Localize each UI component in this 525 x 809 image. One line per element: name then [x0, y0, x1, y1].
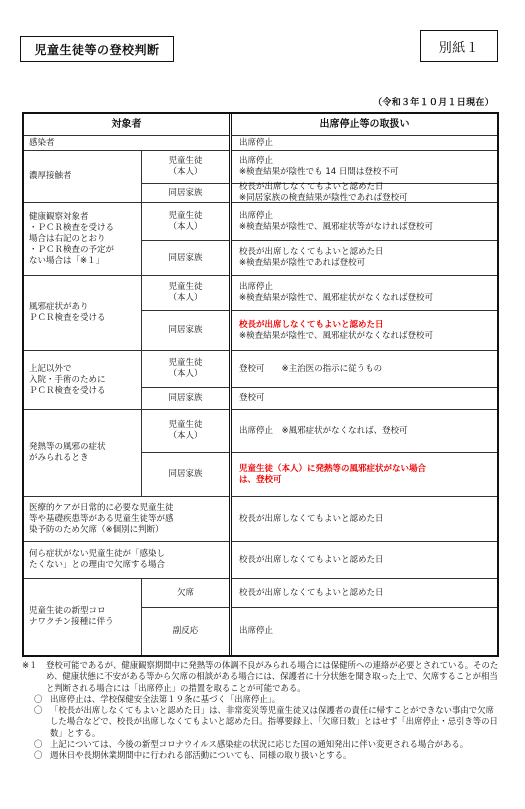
- header-handling: 出席停止等の取扱い: [319, 119, 410, 130]
- target-category-line: 感染者: [29, 137, 55, 148]
- note-mark: 〇: [34, 705, 43, 716]
- handling-line: 出席停止: [239, 210, 274, 221]
- handling-line: ※検査結果が陰性であれば登校可: [239, 258, 366, 268]
- handling-cell: [232, 183, 497, 202]
- handling-line: 出席停止: [239, 137, 274, 148]
- handling-cell: [232, 310, 497, 350]
- target-category: [24, 578, 141, 655]
- target-category: [24, 202, 141, 275]
- target-subgroup-line: 児童生徒: [168, 156, 203, 166]
- handling-line: 出席停止: [239, 626, 274, 636]
- handling-cell: [232, 387, 497, 409]
- target-category-line: がみられるとき: [29, 453, 89, 463]
- target-subgroup-line: 同居家族: [168, 187, 203, 198]
- target-category-line: 発熱等の風邪の症状: [29, 442, 106, 452]
- note-mark: 〇: [34, 750, 43, 761]
- handling-line: 登校可: [239, 393, 265, 403]
- target-subgroup: [141, 387, 229, 409]
- handling-line: ※検査結果が陰性で、風邪症状がなくなれば登校可: [239, 330, 433, 341]
- handling-cell: [232, 240, 497, 275]
- target-category-line: 入院・手術のために: [29, 374, 106, 385]
- handling-line: 校長が出席しなくてもよいと認めた日: [239, 513, 384, 524]
- target-subgroup: [141, 202, 229, 240]
- handling-line: 校長が出席しなくてもよいと認めた日: [239, 587, 384, 598]
- target-category-line: ナワクチン接種に伴う: [29, 617, 114, 627]
- note-text: 「校長が出席しなくてもよいと認めた日」は、非常変災等児童生徒又は保護者の責任に帰すことができない事由で欠席した場合などで、校長が出席しなくてもよいと認めた日。指導要録上、「欠席日数」とはせず「出席停止・忌引き等の日数」とする。: [50, 705, 498, 738]
- target-category-line: 染予防のため欠席（※個別に判断）: [29, 524, 164, 535]
- handling-cell: [232, 607, 497, 655]
- target-category-line: ない場合は「※１」: [29, 255, 105, 266]
- target-subgroup-line: （本人）: [168, 369, 203, 379]
- note-item: [34, 750, 499, 761]
- handling-highlight: は、登校可: [239, 474, 282, 485]
- target-category: [24, 409, 141, 496]
- target-category-line: 等や基礎疾患等がある児童生徒等が感: [29, 513, 174, 524]
- target-subgroup-line: 同居家族: [168, 252, 203, 263]
- target-subgroup-line: （本人）: [168, 431, 203, 441]
- note-item: [34, 694, 499, 705]
- note-mark: 〇: [34, 739, 43, 750]
- handling-line: 校長が出席しなくてもよいと認めた日: [239, 247, 384, 257]
- note-item: [34, 705, 499, 739]
- note-text: 出席停止は、学校保健安全法第１９条に基づく「出席停止」。: [50, 693, 281, 704]
- target-subgroup: [141, 240, 229, 275]
- handling-cell: [232, 150, 497, 183]
- handling-line: 出席停止: [239, 156, 274, 166]
- target-category-line: たくない」との理由で欠席する場合: [29, 560, 166, 570]
- handling-line: ※同居家族の検査結果が陰性であれば登校可: [239, 193, 408, 203]
- target-subgroup-line: 児童生徒: [168, 420, 203, 430]
- target-subgroup-line: 同居家族: [168, 469, 203, 479]
- handling-cell: [232, 135, 497, 150]
- handling-cell: [232, 409, 497, 452]
- target-category: [24, 135, 229, 150]
- handling-line: 出席停止: [239, 282, 274, 292]
- handling-line: 校長が出席しなくてもよいと認めた日: [239, 554, 384, 565]
- note-text: 上記については、今後の新型コロナウイルス感染症の状況に応じた国の通知発出に伴い変更される場合がある。: [50, 739, 469, 750]
- target-subgroup-line: （本人）: [168, 221, 203, 232]
- target-subgroup-line: 欠席: [176, 587, 194, 598]
- judgment-table: [22, 112, 499, 657]
- target-category-line: ＰＣＲ検査を受ける: [29, 313, 106, 323]
- target-subgroup-line: 児童生徒: [168, 282, 203, 292]
- handling-highlight: 児童生徒（本人）に発熱等の風邪症状がない場合: [239, 463, 427, 474]
- target-subgroup-line: （本人）: [168, 293, 203, 303]
- target-category: [24, 496, 229, 541]
- target-subgroup: [141, 607, 229, 655]
- handling-cell: [232, 578, 497, 607]
- handling-cell: [232, 541, 497, 578]
- note-text: 週休日や長期休業期間中に行われる部活動についても、同様の取り扱いとする。: [50, 750, 352, 761]
- note-mark: ※１: [22, 660, 38, 670]
- handling-line: ※検査結果が陰性でも 14 日間は登校不可: [239, 167, 399, 177]
- handling-line: 出席停止 ※風邪症状がなくなれば、登校可: [239, 425, 408, 436]
- target-category-line: 風邪症状があり: [29, 302, 89, 312]
- target-subgroup: [141, 183, 229, 202]
- target-category-line: 医療的ケアが日常的に必要な児童生徒: [29, 502, 174, 513]
- header-target: 対象者: [111, 119, 142, 130]
- handling-cell: [232, 275, 497, 310]
- note-text: 登校可能であるが、健康観察期間中に発熱等の体調不良がみられる場合には保健所への連絡が必要とされている。そのため、健康状態に不安がある等から欠席の相談がある場合には、保護者に十分状態を聞き取った上で、欠席することが相当と判断される場合には「出席停止」の措置を取ることが可能である。: [46, 660, 499, 693]
- note-mark: 〇: [34, 693, 43, 704]
- target-subgroup: [141, 409, 229, 452]
- page-title: 児童生徒等の登校判断: [20, 36, 174, 62]
- target-subgroup: [141, 275, 229, 310]
- notes-section: [22, 660, 499, 762]
- target-subgroup: [141, 310, 229, 350]
- target-category-line: ・ＰＣＲ検査を受ける: [29, 222, 115, 233]
- handling-line: 登校可 ※主治医の指示に従うもの: [239, 363, 383, 374]
- handling-cell: [232, 452, 497, 496]
- target-category-line: 上記以外で: [29, 363, 72, 374]
- handling-cell: [232, 350, 497, 387]
- note-item: [22, 660, 499, 694]
- target-subgroup-line: 同居家族: [168, 393, 203, 403]
- target-category-line: 何ら症状がない児童生徒が「感染し: [29, 549, 166, 559]
- annex-label: 別紙１: [420, 30, 498, 62]
- target-category: [24, 541, 229, 578]
- handling-line: ※検査結果が陰性で、風邪症状がなくなれば登校可: [239, 293, 433, 303]
- handling-line: ※検査結果が陰性で、風邪症状等がなければ登校可: [239, 221, 433, 232]
- handling-cell: [232, 496, 497, 541]
- handling-highlight: 校長が出席しなくてもよいと認めた日: [239, 319, 384, 330]
- target-subgroup: [141, 150, 229, 183]
- handling-line: 校長が出席しなくてもよいと認めた日: [239, 182, 384, 192]
- target-subgroup: [141, 578, 229, 607]
- target-category: [24, 350, 141, 409]
- target-category: [24, 275, 141, 350]
- target-category-line: 濃厚接触者: [29, 171, 72, 181]
- target-category-line: ・ＰＣＲ検査の予定が: [29, 244, 115, 255]
- target-category-line: 児童生徒の新型コロ: [29, 606, 106, 616]
- target-subgroup: [141, 452, 229, 496]
- handling-cell: [232, 202, 497, 240]
- target-category-line: 健康観察対象者: [29, 211, 89, 222]
- target-subgroup-line: 同居家族: [168, 325, 203, 335]
- target-category: [24, 150, 141, 202]
- target-subgroup: [141, 350, 229, 387]
- date-note: （令和３年１０月１日現在）: [373, 98, 494, 108]
- note-item: [34, 739, 499, 750]
- target-category-line: ＰＣＲ検査を受ける: [29, 385, 106, 396]
- target-subgroup-line: 児童生徒: [168, 358, 203, 368]
- target-subgroup-line: 児童生徒: [168, 210, 203, 221]
- target-category-line: 場合は右記のとおり: [29, 233, 106, 244]
- target-subgroup-line: 副反応: [172, 626, 199, 636]
- target-subgroup-line: （本人）: [168, 167, 203, 177]
